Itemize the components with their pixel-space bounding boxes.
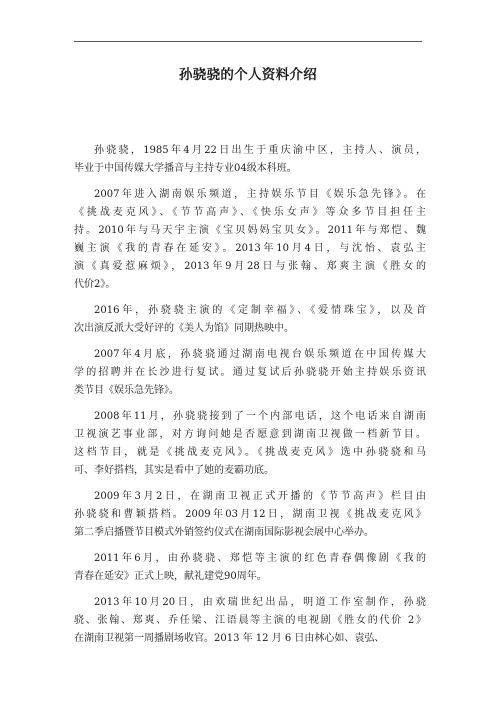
paragraph-line: 孙骁骁，1985年4月22日出生于重庆渝中区，主持人、演员， bbox=[94, 145, 426, 156]
paragraph-line: 在湖南卫视第一周播剧场收官。2013 年 12 月 6 日由林心如、袁弘、 bbox=[74, 633, 385, 644]
paragraph-line: 代价2》。 bbox=[74, 279, 116, 290]
paragraph-line: 孙骁骁和曹颖搭档。2009年03月12日，湖南卫视《挑战麦克风》 bbox=[74, 509, 426, 520]
header-rule bbox=[74, 41, 422, 42]
paragraph bbox=[74, 302, 426, 338]
paragraph-line: 骁、张翰、郑爽、乔任梁、江语晨等主演的电视剧《胜女的代价 2》 bbox=[74, 615, 426, 626]
paragraph-line: 2008年11月，孙骁骁接到了一个内部电话，这个电话来自湖南 bbox=[94, 411, 426, 422]
paragraph-line: 2007年进入湖南娱乐频道，主持娱乐节目《娱乐急先锋》。在 bbox=[94, 189, 426, 200]
paragraph-line: 2016年，孙骁骁主演的《定制幸福》、《爱情珠宝》，以及首 bbox=[94, 305, 426, 316]
paragraph-line: 次出演反派大受好评的《美人为馅》同期热映中。 bbox=[74, 323, 294, 334]
paragraph-line: 演《真爱惹麻烦》，2013年9月28日与张翰、郑爽主演《胜女的 bbox=[74, 261, 426, 272]
paragraph bbox=[74, 488, 426, 542]
paragraph bbox=[74, 346, 426, 400]
paragraph-line: 2007年4月底，孙骁骁通过湖南电视台娱乐频道在中国传媒大 bbox=[94, 349, 426, 360]
paragraph-line: 2009年3月2日，在湖南卫视正式开播的《节节高声》栏目由 bbox=[94, 491, 426, 502]
paragraph-line: 2011年6月，由孙骁骁、郑恺等主演的红色青春偶像剧《我的 bbox=[94, 553, 426, 564]
paragraph-line: 巍主演《我的青春在延安》。2013年10月4日，与沈怡、袁弘主 bbox=[74, 243, 426, 254]
paragraph-line: 持。2010年与马天宇主演《宝贝妈妈宝贝女》。2011年与郑恺、魏 bbox=[74, 225, 426, 236]
paragraph-line: 2013年10月20日，由欢瑞世纪出品，明道工作室制作，孙骁 bbox=[94, 597, 426, 608]
paragraph-line: 学的招聘并在长沙进行复试。通过复试后孙骁骁开始主持娱乐资讯 bbox=[74, 367, 426, 378]
paragraph-line: 卫视演艺事业部，对方询问她是否愿意到湖南卫视做一档新节目。 bbox=[74, 429, 426, 440]
paragraph bbox=[74, 186, 426, 294]
paragraph-line: 青春在延安》正式上映，献礼建党90周年。 bbox=[74, 571, 267, 582]
paragraph-line: 毕业于中国传媒大学播音与主持专业04级本科班。 bbox=[74, 163, 297, 174]
paragraph-line: 《挑战麦克风》、《节节高声》、《快乐女声》等众多节目担任主 bbox=[74, 207, 426, 218]
paragraph bbox=[74, 408, 426, 480]
paragraph-line: 第二季启播暨节目模式外销签约仪式在湖南国际影视会展中心举办。 bbox=[74, 527, 374, 538]
document-title: 孙骁骁的个人资料介绍 bbox=[179, 67, 317, 83]
paragraph-line: 可、李好搭档，其实是看中了她的麦霸功底。 bbox=[74, 465, 274, 476]
paragraph bbox=[74, 142, 426, 178]
paragraph-line: 类节目《娱乐急先锋》。 bbox=[74, 385, 179, 396]
paragraph bbox=[74, 594, 426, 648]
paragraph-line: 这档节目，就是《挑战麦克风》。《挑战麦克风》选中孙骁骁和马 bbox=[74, 447, 426, 458]
document-body bbox=[74, 142, 426, 656]
paragraph bbox=[74, 550, 426, 586]
